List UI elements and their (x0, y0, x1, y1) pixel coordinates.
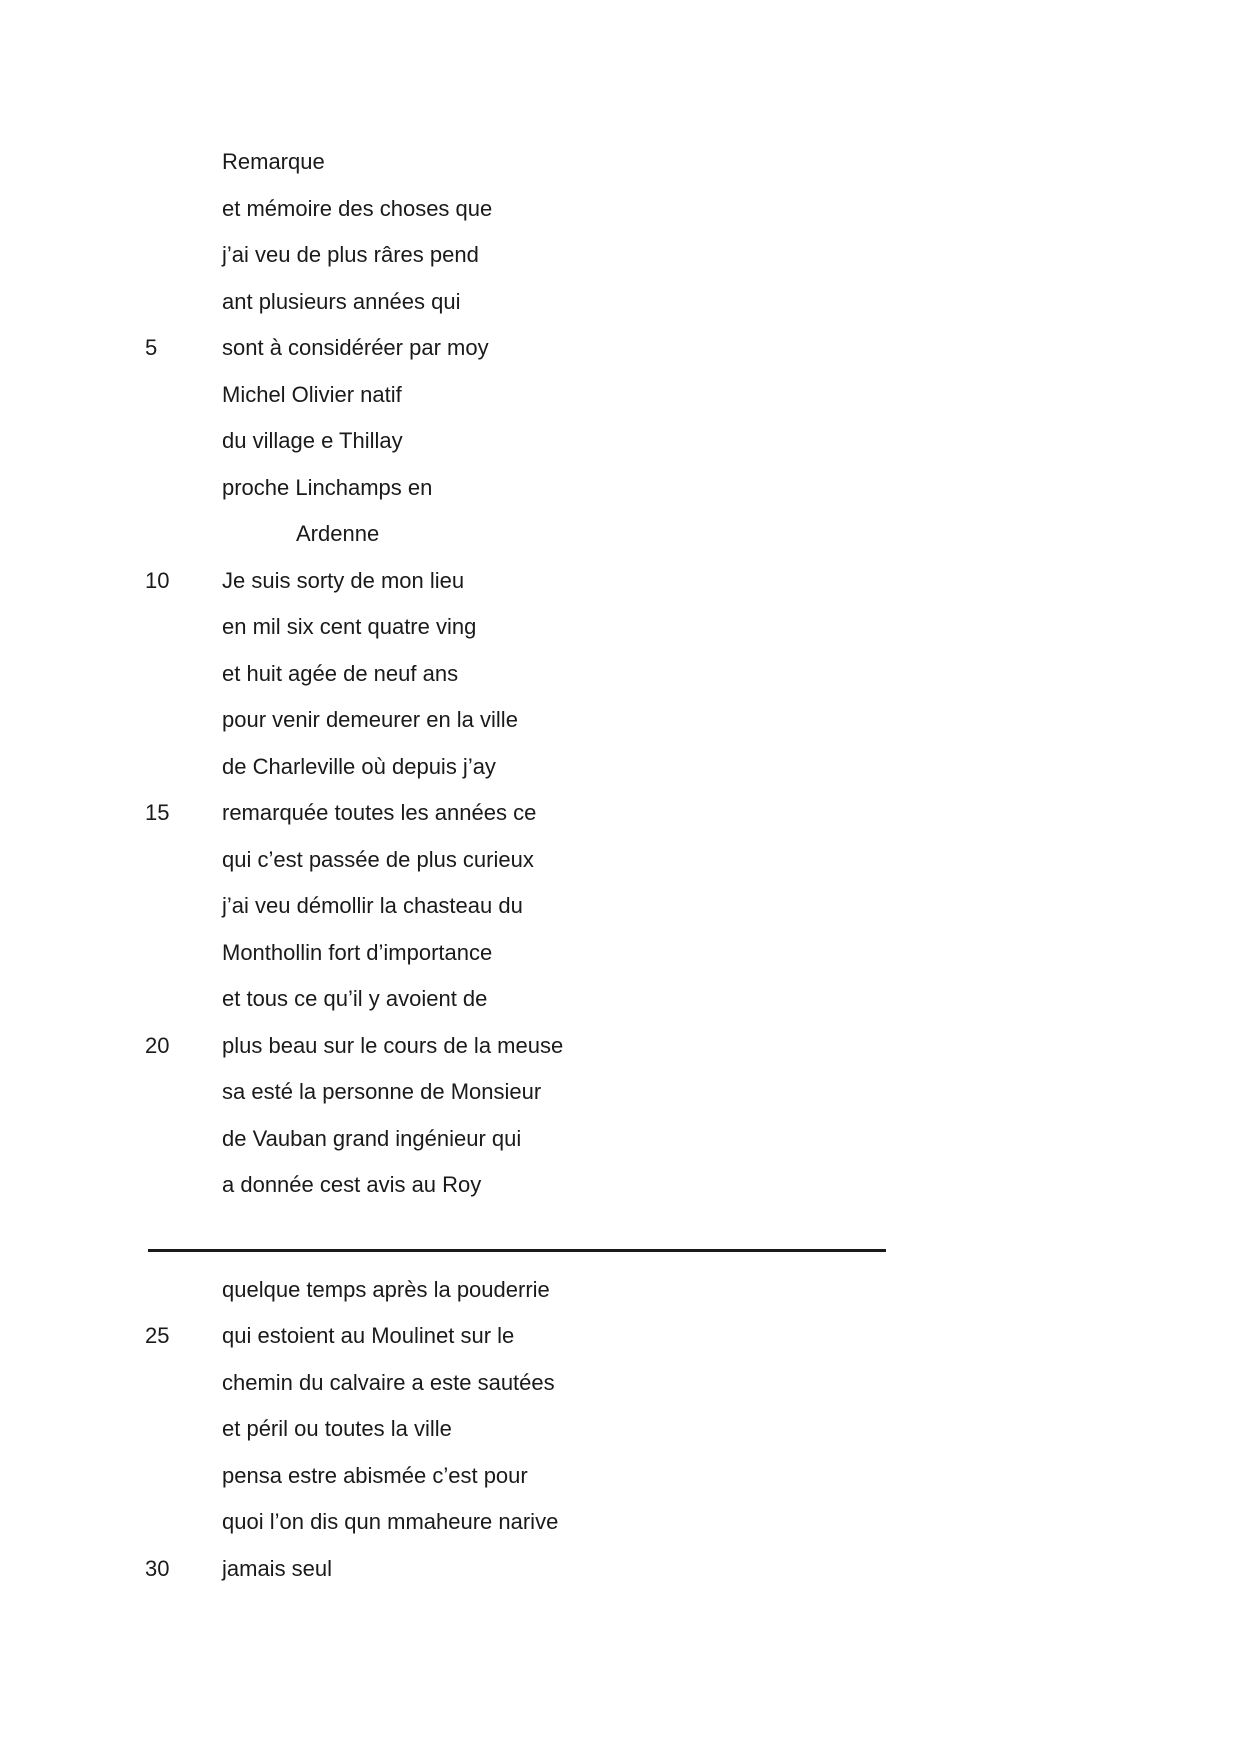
transcription-line (0, 325, 1239, 372)
transcription-line (0, 883, 1239, 930)
transcription-line (0, 604, 1239, 651)
line-text: et huit agée de neuf ans (222, 660, 459, 686)
line-text: j’ai veu de plus râres pend (222, 242, 479, 267)
line-text: Monthollin fort d’importance (222, 939, 493, 965)
transcription-line (0, 744, 1239, 791)
transcription-line (0, 558, 1239, 605)
transcription-content (0, 139, 1239, 1592)
transcription-line (0, 790, 1239, 837)
transcription-line (0, 1546, 1239, 1593)
transcription-line (0, 976, 1239, 1023)
line-text: quelque temps après la pouderrie (222, 1276, 550, 1302)
transcription-line (0, 511, 1239, 558)
horizontal-rule (148, 1249, 886, 1252)
line-number: 5 (145, 335, 158, 360)
line-number: 15 (145, 800, 170, 825)
line-text: proche Linchamps en (222, 474, 433, 500)
line-text: Je suis sorty de mon lieu (222, 567, 465, 593)
text-block-2 (0, 1267, 1239, 1593)
line-number: 10 (145, 567, 170, 593)
transcription-line (0, 1162, 1239, 1209)
line-number: 20 (145, 1032, 170, 1058)
transcription-line (0, 1116, 1239, 1163)
transcription-line (0, 279, 1239, 326)
transcription-line (0, 1406, 1239, 1453)
line-text: sa esté la personne de Monsieur (222, 1079, 542, 1104)
line-text: et mémoire des choses que (222, 195, 493, 221)
line-number: 30 (145, 1555, 170, 1581)
line-text: sont à considéréer par moy (222, 335, 489, 360)
transcription-line (0, 1023, 1239, 1070)
line-text: de Vauban grand ingénieur qui (222, 1125, 522, 1151)
line-text: j’ai veu démollir la chasteau du (222, 893, 523, 918)
transcription-line (0, 418, 1239, 465)
line-text: en mil six cent quatre ving (222, 614, 477, 639)
line-text: et tous ce qu’il y avoient de (222, 986, 488, 1011)
transcription-line (0, 930, 1239, 977)
line-text: chemin du calvaire a este sautées (222, 1369, 555, 1395)
transcription-line (0, 1313, 1239, 1360)
transcription-line (0, 1360, 1239, 1407)
transcription-line (0, 465, 1239, 512)
line-text: Michel Olivier natif (222, 381, 402, 407)
line-text: Remarque (222, 149, 325, 174)
line-text: qui estoient au Moulinet sur le (222, 1323, 515, 1348)
line-text: ant plusieurs années qui (222, 288, 461, 314)
transcription-line (0, 697, 1239, 744)
line-number: 25 (145, 1323, 170, 1348)
line-text: quoi l’on dis qun mmaheure narive (222, 1509, 559, 1534)
line-text: a donnée cest avis au Roy (222, 1172, 482, 1197)
transcription-line (0, 1499, 1239, 1546)
text-block-1 (0, 139, 1239, 1209)
transcription-line (0, 186, 1239, 233)
line-text: et péril ou toutes la ville (222, 1416, 452, 1441)
line-text: qui c’est passée de plus curieux (222, 846, 534, 872)
transcription-line (0, 139, 1239, 186)
transcription-line (0, 232, 1239, 279)
line-text: Ardenne (296, 521, 380, 546)
transcription-line (0, 651, 1239, 698)
line-text: de Charleville où depuis j’ay (222, 753, 496, 779)
transcription-line (0, 1267, 1239, 1314)
transcription-line (0, 1069, 1239, 1116)
line-text: plus beau sur le cours de la meuse (222, 1032, 564, 1058)
line-text: remarquée toutes les années ce (222, 800, 537, 825)
line-text: pensa estre abismée c’est pour (222, 1462, 528, 1488)
line-text: jamais seul (222, 1555, 333, 1581)
line-text: pour venir demeurer en la ville (222, 707, 518, 732)
line-text: du village e Thillay (222, 428, 403, 453)
transcription-line (0, 1453, 1239, 1500)
transcription-line (0, 372, 1239, 419)
transcription-line (0, 837, 1239, 884)
